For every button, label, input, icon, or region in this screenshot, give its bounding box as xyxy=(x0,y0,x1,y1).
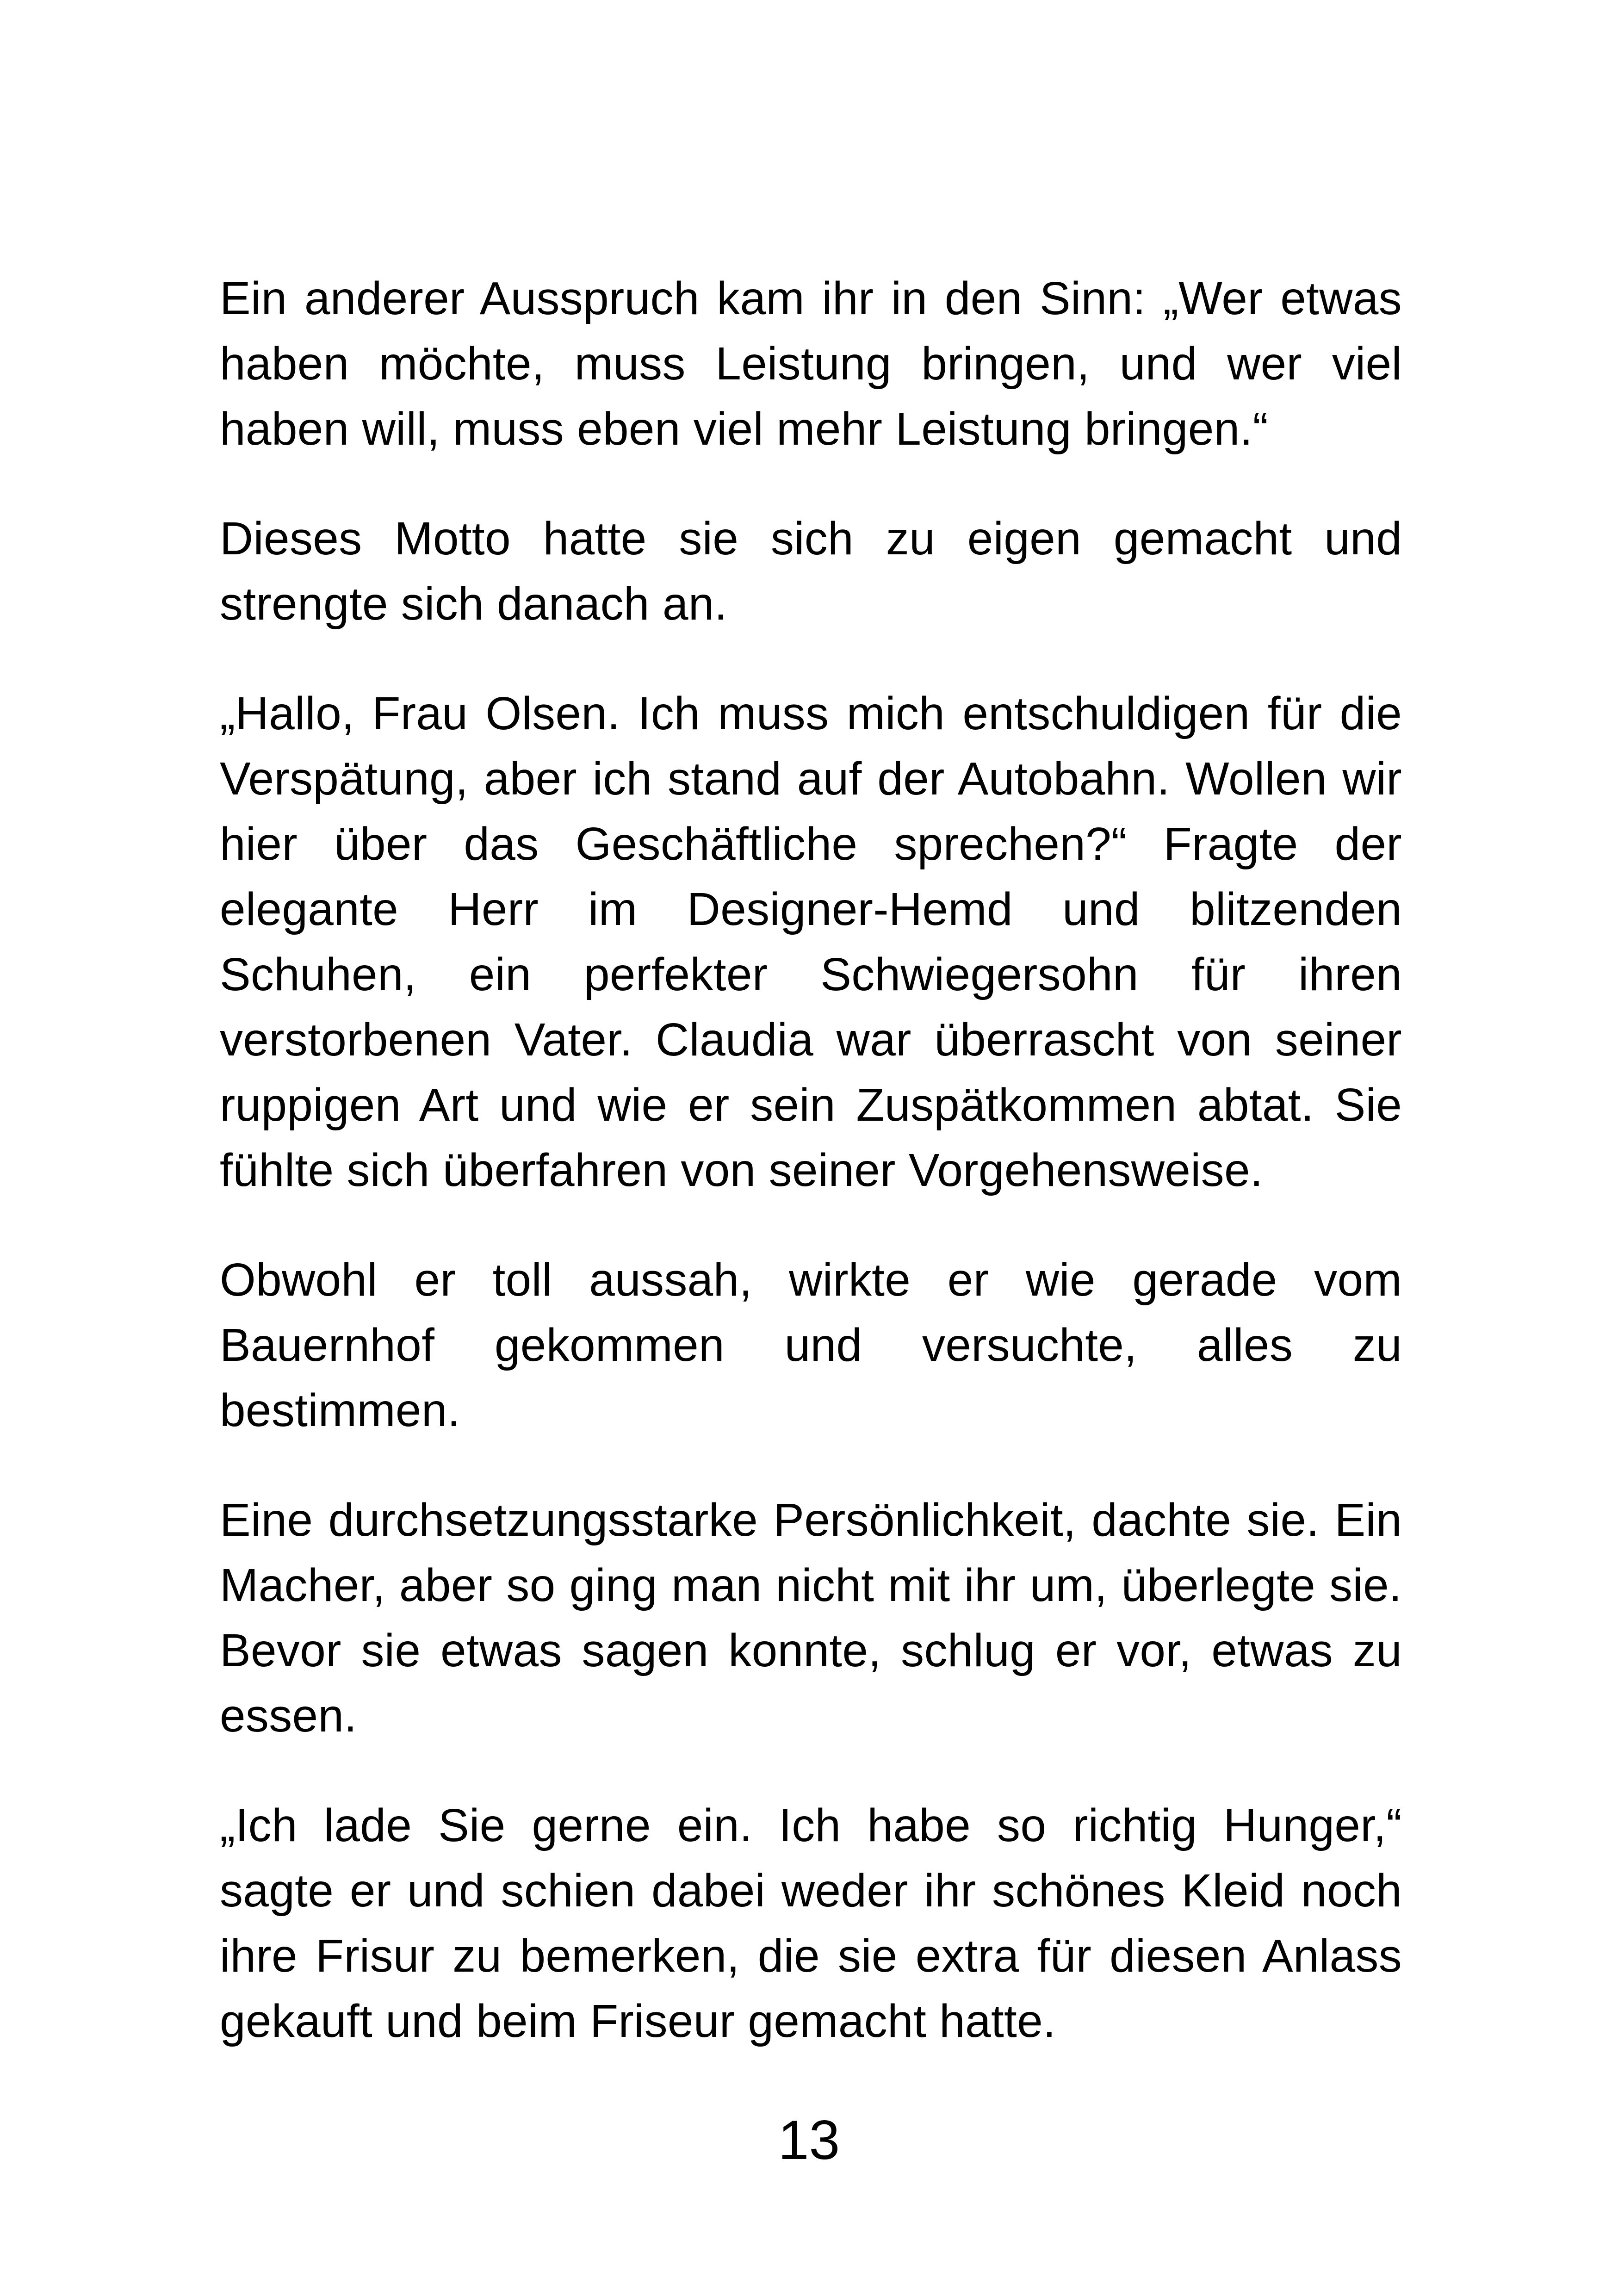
paragraph-2: Dieses Motto hatte sie sich zu eigen gemacht und strengte sich danach an. xyxy=(220,513,1402,630)
paragraph-6: „Ich lade Sie gerne ein. Ich habe so richtig Hunger,“ sagte er und schien dabei weder ihr schönes Kleid noch ihre Frisur zu bemerken, die sie extra für diesen Anlass gekauft und beim Friseur gemacht hatte. xyxy=(220,1800,1402,2047)
page-number: 13 xyxy=(778,2109,840,2171)
paragraph-1: Ein anderer Ausspruch kam ihr in den Sinn: „Wer etwas haben möchte, muss Leistung bringen, und wer viel haben will, muss eben viel mehr Leistung bringen.“ xyxy=(220,273,1402,455)
paragraph-4: Obwohl er toll aussah, wirkte er wie gerade vom Bauernhof gekommen und versuchte, alles zu bestimmen. xyxy=(220,1254,1402,1436)
paragraph-3: „Hallo, Frau Olsen. Ich muss mich entschuldigen für die Verspätung, aber ich stand auf der Autobahn. Wollen wir hier über das Geschäftliche sprechen?“ Fragte der elegante Herr im Designer-Hemd und blitzenden Schuhen, ein perfekter Schwiegersohn für ihren verstorbenen Vater. Claudia war überrascht von seiner ruppigen Art und wie er sein Zuspätkommen abtat. Sie fühlte sich überfahren von seiner Vorgehensweise. xyxy=(220,688,1402,1196)
body-text xyxy=(220,266,1402,2054)
paragraph-5: Eine durchsetzungsstarke Persönlichkeit, dachte sie. Ein Macher, aber so ging man nicht mit ihr um, überlegte sie. Bevor sie etwas sagen konnte, schlug er vor, etwas zu essen. xyxy=(220,1494,1402,1742)
